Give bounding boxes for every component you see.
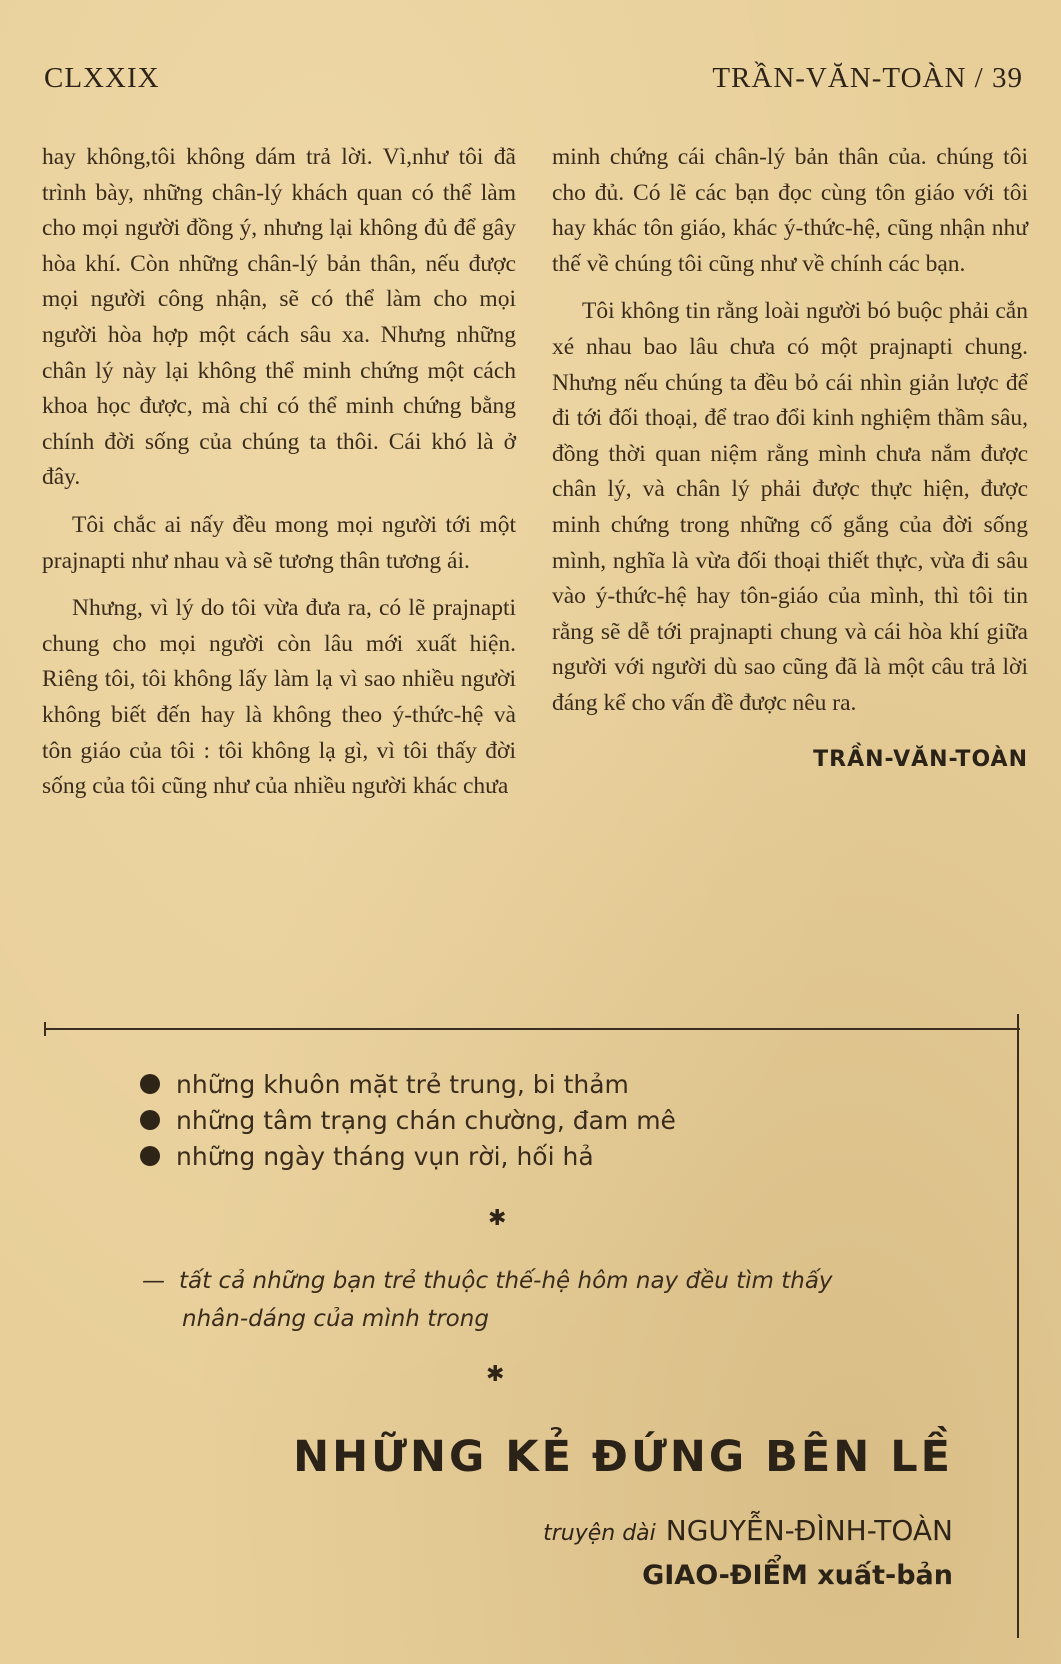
bullet-text: những ngày tháng vụn rời, hối hả [176,1141,594,1171]
bullet-dot-icon [140,1146,160,1166]
bullet-text: những khuôn mặt trẻ trung, bi thảm [176,1069,629,1099]
star-ornament-icon: ✱ [488,1206,507,1231]
publisher-name: GIAO-ĐIỂM [642,1560,808,1591]
genre-label: truyện dài [543,1521,656,1546]
author-signature: TRẦN-VĂN-TOÀN [813,746,1028,772]
running-header [44,62,1023,102]
author-page-number: TRẦN-VĂN-TOÀN / 39 [712,62,1023,94]
advertisement-tagline [142,1262,962,1338]
book-author: NGUYỄN-ĐÌNH-TOÀN [665,1514,953,1547]
publisher-suffix: xuất-bản [817,1560,953,1591]
advertisement-left-tick [44,1022,46,1036]
bullet-item [140,1102,820,1138]
tagline-line-1 [142,1262,962,1300]
publisher-line [642,1560,953,1591]
bullet-item [140,1138,820,1174]
left-paragraph-1: hay không,tôi không dám trả lời. Vì,như tôi đã trình bày, những chân-lý khách quan có thể làm cho mọi người đồng ý, nhưng lại không đủ để gây hòa khí. Còn những chân-lý bản thân, nếu được mọi người công nhận, sẽ có thể làm cho mọi người hòa hợp một cách sâu xa. Nhưng những chân lý này lại không thể minh chứng một cách khoa học được, mà chỉ có thể minh chứng bằng chính đời sống của chúng ta thôi. Cái khó là ở đây. [42,144,516,491]
advertisement-right-border [1017,1014,1019,1638]
issue-number: CLXXIX [44,62,160,94]
advertisement-top-border [44,1028,1020,1030]
star-ornament-icon: ✱ [486,1362,505,1387]
right-paragraph-1: minh chứng cái chân-lý bản thân của. chúng tôi cho đủ. Có lẽ các bạn đọc cùng tôn giáo với tôi hay khác tôn giáo, khác ý-thức-hệ, cũng nhận như thế về chúng tôi cũng như về chính các bạn. [552,144,1028,277]
right-paragraph-2: Tôi không tin rằng loài người bó buộc phải cắn xé nhau bao lâu chưa có một prajnapti chung. Nhưng nếu chúng ta đều bỏ cái nhìn giản lược để đi tới đối thoại, để trao đổi kinh nghiệm thầm sâu, đồng thời quan niệm rằng mình chưa nắm được chân lý, và chân lý phải được thực hiện, được minh chứng trong những cố gắng của đời sống mình, nghĩa là vừa đối thoại thiết thực, vừa đi sâu vào ý-thức-hệ hay tôn-giáo của mình, thì tôi tin rằng sẽ dễ tới prajnapti chung và cái hòa khí giữa người với người dù sao cũng đã là một câu trả lời đáng kể cho vấn đề được nêu ra. [552,298,1028,716]
book-title: NHỮNG KẺ ĐỨNG BÊN LỀ [293,1432,953,1482]
left-paragraph-2: Tôi chắc ai nấy đều mong mọi người tới một prajnapti như nhau và sẽ tương thân tương ái. [42,511,516,574]
tagline-dash: — [142,1268,165,1294]
bullet-item [140,1066,820,1102]
bullet-text: những tâm trạng chán chường, đam mê [176,1105,676,1135]
right-column [552,140,1028,777]
left-column [42,140,516,817]
tagline-line-2: nhân-dáng của mình trong [182,1306,489,1332]
advertisement-bullet-list [140,1066,820,1174]
bullet-dot-icon [140,1074,160,1094]
left-paragraph-3: Nhưng, vì lý do tôi vừa đưa ra, có lẽ prajnapti chung cho mọi người còn lâu mới xuất hiện. Riêng tôi, tôi không lấy làm lạ vì sao nhiều người không biết đến hay là không theo ý-thức-hệ và tôn giáo của tôi : tôi không lạ gì, vì tôi thấy đời sống của tôi cũng như của nhiều người khác chưa [42,595,516,800]
tagline-text-1: tất cả những bạn trẻ thuộc thế-hệ hôm nay đều tìm thấy [179,1268,833,1294]
book-author-line [543,1514,953,1547]
bullet-dot-icon [140,1110,160,1130]
